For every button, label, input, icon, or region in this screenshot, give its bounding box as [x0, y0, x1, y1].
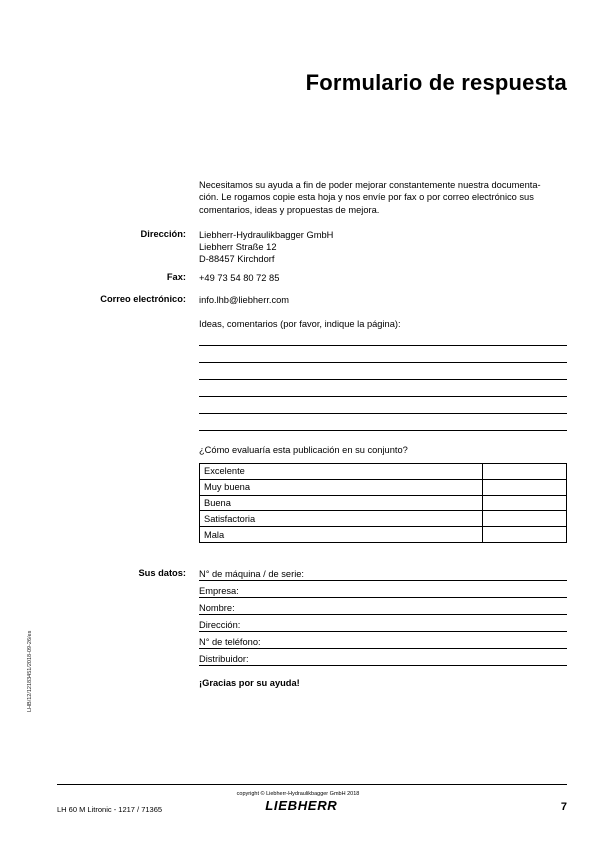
- phone-field[interactable]: N° de teléfono:: [199, 636, 567, 649]
- rating-checkbox[interactable]: [483, 527, 567, 543]
- rating-question: ¿Cómo evaluaría esta publicación en su conjunto?: [199, 445, 408, 455]
- intro-line: ción. Le rogamos copie esta hoja y nos envíe por fax o por correo electrónico sus: [199, 192, 534, 203]
- address-line: D-88457 Kirchdorf: [199, 254, 275, 264]
- rating-checkbox[interactable]: [483, 511, 567, 527]
- address-line: Liebherr Straße 12: [199, 242, 277, 252]
- address-line: Liebherr-Hydraulikbagger GmbH: [199, 230, 334, 240]
- rating-row: [200, 527, 567, 543]
- comments-prompt: Ideas, comentarios (por favor, indique la página):: [199, 319, 401, 329]
- comment-line[interactable]: [199, 430, 567, 431]
- rating-option: Muy buena: [200, 479, 483, 495]
- email-label: Correo electrónico:: [100, 294, 186, 304]
- address-field[interactable]: Dirección:: [199, 619, 567, 632]
- intro-line: Necesitamos su ayuda a fin de poder mejorar constantemente nuestra documenta-: [199, 180, 541, 190]
- rating-row: [200, 479, 567, 495]
- page-number: 7: [560, 801, 567, 813]
- document-code: LHB/12/12183451/2018-09-26/es: [27, 630, 33, 712]
- rating-option: Buena: [200, 495, 483, 511]
- copyright-text: copyright © Liebherr-Hydraulikbagger GmbH 2018: [236, 791, 360, 797]
- comment-line[interactable]: [199, 413, 567, 414]
- fax-value: +49 73 54 80 72 85: [199, 273, 280, 283]
- fax-label: Fax:: [166, 272, 186, 282]
- comment-line[interactable]: [199, 396, 567, 397]
- address-block: [199, 229, 333, 265]
- rating-row: [200, 464, 567, 480]
- liebherr-logo: LIEBHERR: [265, 799, 338, 813]
- model-reference: LH 60 M Litronic - 1217 / 71365: [57, 805, 163, 814]
- thanks-text: ¡Gracias por su ayuda!: [199, 678, 300, 688]
- footer-divider: [57, 784, 567, 785]
- distributor-field[interactable]: Distribuidor:: [199, 653, 567, 666]
- address-label: Dirección:: [140, 229, 186, 239]
- machine-serial-field[interactable]: N° de máquina / de serie:: [199, 568, 567, 581]
- intro-line: comentarios, ideas y propuestas de mejora.: [199, 204, 380, 215]
- comment-line[interactable]: [199, 362, 567, 363]
- rating-checkbox[interactable]: [483, 495, 567, 511]
- name-field[interactable]: Nombre:: [199, 602, 567, 615]
- rating-checkbox[interactable]: [483, 479, 567, 495]
- rating-option: Satisfactoria: [200, 511, 483, 527]
- rating-row: [200, 511, 567, 527]
- rating-checkbox[interactable]: [483, 464, 567, 480]
- rating-option: Mala: [200, 527, 483, 543]
- page-title: Formulario de respuesta: [305, 70, 567, 95]
- intro-paragraph: [199, 179, 569, 216]
- company-field[interactable]: Empresa:: [199, 585, 567, 598]
- rating-table: [199, 463, 567, 543]
- comment-line[interactable]: [199, 379, 567, 380]
- rating-option: Excelente: [200, 464, 483, 480]
- your-data-label: Sus datos:: [138, 568, 186, 578]
- rating-row: [200, 495, 567, 511]
- email-value[interactable]: info.lhb@liebherr.com: [199, 295, 290, 305]
- comment-line[interactable]: [199, 345, 567, 346]
